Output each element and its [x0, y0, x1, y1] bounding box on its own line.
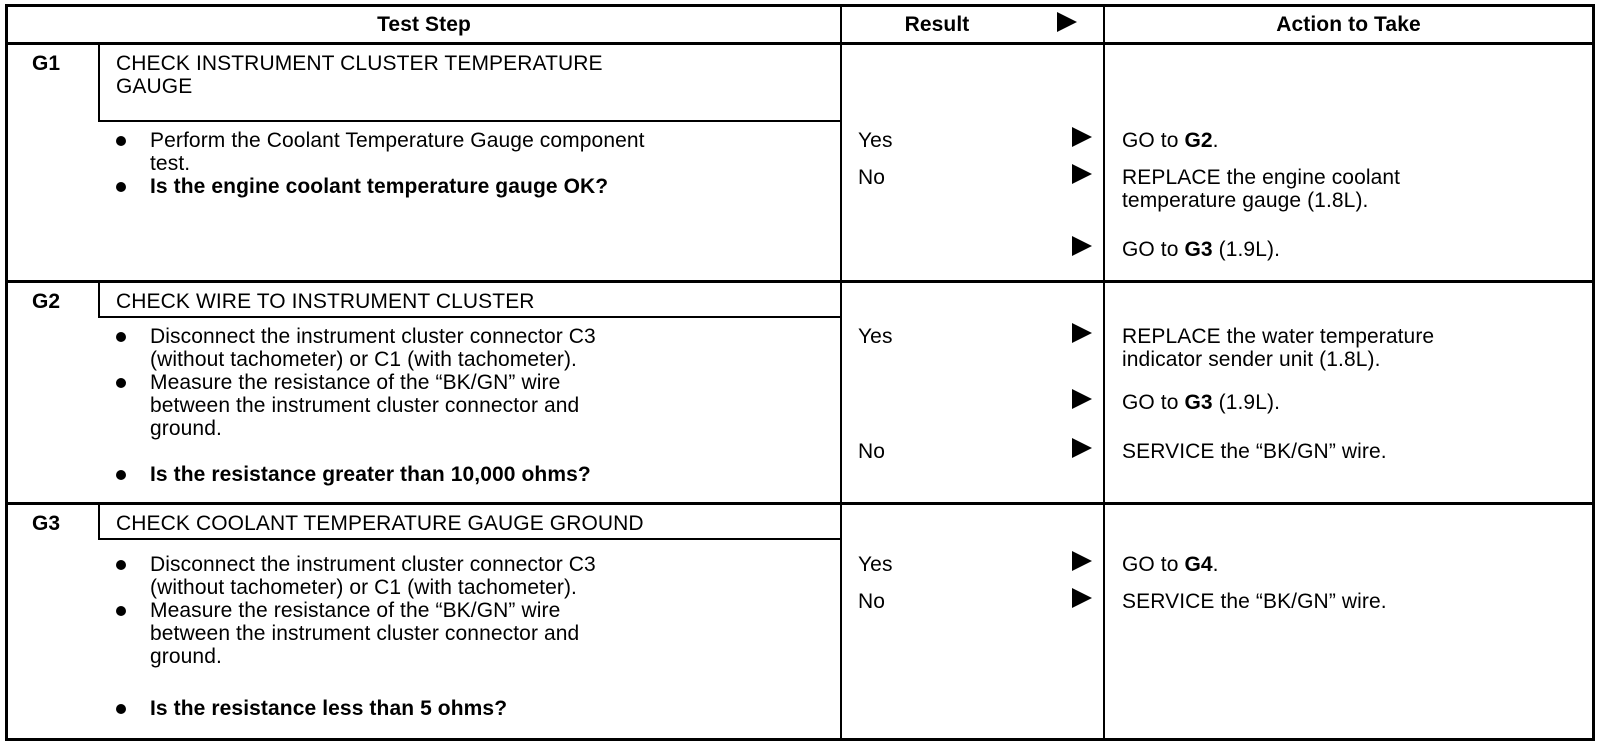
instruction-line: Measure the resistance of the “BK/GN” wire	[150, 599, 561, 622]
result-yes: Yes	[858, 325, 893, 348]
action-text: GO to G4.	[1122, 553, 1219, 576]
result-no: No	[858, 590, 886, 613]
bullet-icon	[116, 560, 126, 570]
action-text: indicator sender unit (1.8L).	[1122, 348, 1381, 371]
instruction-line: Measure the resistance of the “BK/GN” wire	[150, 371, 561, 394]
id-divider-g2	[98, 282, 100, 318]
action-text: GO to G3 (1.9L).	[1122, 391, 1280, 414]
step-title: CHECK INSTRUMENT CLUSTER TEMPERATURE	[116, 52, 603, 75]
result-no: No	[858, 166, 886, 189]
bullet-icon	[116, 606, 126, 616]
header-action: Action to Take	[1276, 13, 1421, 36]
header-result: Result	[904, 13, 970, 36]
step-title-cont: GAUGE	[116, 75, 193, 98]
id-divider-g1	[98, 44, 100, 122]
col-divider-action	[1103, 4, 1105, 741]
header-test-step: Test Step	[377, 13, 471, 36]
instruction-line: test.	[150, 152, 191, 175]
step-title: CHECK WIRE TO INSTRUMENT CLUSTER	[116, 290, 535, 313]
step-id: G3	[32, 512, 61, 535]
step-id: G1	[32, 52, 61, 75]
action-text: temperature gauge (1.8L).	[1122, 189, 1369, 212]
bullet-icon	[116, 182, 126, 192]
border-bottom	[5, 738, 1595, 741]
arrow-icon	[1072, 551, 1092, 571]
action-text: REPLACE the water temperature	[1122, 325, 1435, 348]
arrow-icon	[1072, 236, 1092, 256]
action-text: GO to G3 (1.9L).	[1122, 238, 1280, 261]
instruction-line: between the instrument cluster connector and	[150, 622, 580, 645]
action-text: GO to G2.	[1122, 129, 1219, 152]
step-id: G2	[32, 290, 61, 313]
step-title: CHECK COOLANT TEMPERATURE GAUGE GROUND	[116, 512, 644, 535]
title-underline-g1	[98, 120, 841, 122]
arrow-icon	[1072, 389, 1092, 409]
border-left	[5, 4, 8, 741]
instruction-line: Disconnect the instrument cluster connector C3	[150, 553, 596, 576]
arrow-icon	[1072, 127, 1092, 147]
result-no: No	[858, 440, 886, 463]
arrow-icon	[1072, 438, 1092, 458]
bullet-icon	[116, 378, 126, 388]
result-yes: Yes	[858, 129, 893, 152]
step-separator-1	[5, 280, 1595, 283]
bullet-icon	[116, 704, 126, 714]
bullet-icon	[116, 136, 126, 146]
instruction-line: (without tachometer) or C1 (with tachometer).	[150, 576, 577, 599]
arrow-icon	[1072, 323, 1092, 343]
instruction-line: Disconnect the instrument cluster connector C3	[150, 325, 596, 348]
instruction-line: ground.	[150, 417, 222, 440]
col-divider-step	[840, 4, 842, 741]
step-separator-2	[5, 502, 1595, 505]
border-top	[5, 4, 1595, 7]
action-text: REPLACE the engine coolant	[1122, 166, 1401, 189]
instruction-line: ground.	[150, 645, 222, 668]
action-text: SERVICE the “BK/GN” wire.	[1122, 590, 1387, 613]
bullet-icon	[116, 470, 126, 480]
title-underline-g2	[98, 316, 841, 318]
bullet-icon	[116, 332, 126, 342]
id-divider-g3	[98, 504, 100, 540]
border-right	[1592, 4, 1595, 741]
header-arrow-icon	[1057, 12, 1077, 32]
action-text: SERVICE the “BK/GN” wire.	[1122, 440, 1387, 463]
header-divider	[5, 42, 1595, 45]
arrow-icon	[1072, 164, 1092, 184]
arrow-icon	[1072, 588, 1092, 608]
instruction-line: (without tachometer) or C1 (with tachometer).	[150, 348, 577, 371]
result-yes: Yes	[858, 553, 893, 576]
instruction-line: Perform the Coolant Temperature Gauge component	[150, 129, 645, 152]
question-line: Is the resistance greater than 10,000 ohms?	[150, 463, 591, 486]
question-line: Is the engine coolant temperature gauge OK?	[150, 175, 609, 198]
title-underline-g3	[98, 538, 841, 540]
question-line: Is the resistance less than 5 ohms?	[150, 697, 508, 720]
instruction-line: between the instrument cluster connector and	[150, 394, 580, 417]
